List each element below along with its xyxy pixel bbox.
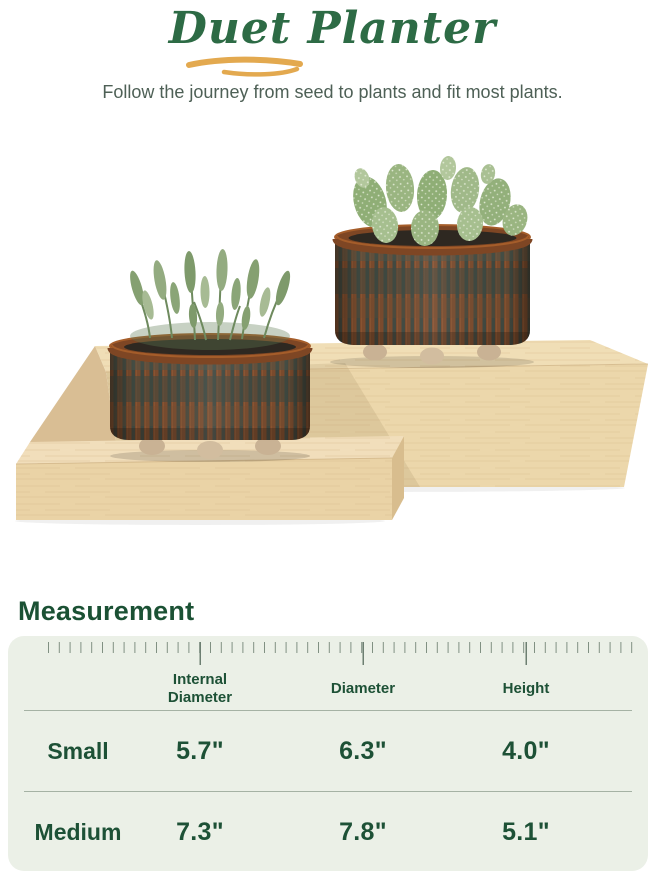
product-photo [0,140,665,580]
row-label: Medium [34,818,122,845]
medium-planter [330,155,534,368]
header [0,0,665,140]
subtitle: Follow the journey from seed to plants and fit most plants. [102,82,563,102]
product-photo-illustration [0,140,665,580]
row-label: Small [47,737,109,764]
small-height-value: 4.0" [502,736,550,765]
measurement-heading: Measurement [18,596,195,626]
medium-diameter-value: 7.8" [339,817,387,846]
column-label: Internal Diameter [167,671,233,706]
table-row-small [24,711,632,791]
medium-internal-diameter-value: 7.3" [176,817,224,846]
measurement-table [24,668,632,872]
table-header-row [24,668,632,711]
table-row-medium [24,791,632,872]
small-internal-diameter-value: 5.7" [176,736,224,765]
header-cell-height: Height [502,680,550,698]
page-title: Duet Planter [168,3,497,54]
measurement-panel [8,636,648,871]
header-cell-internal-diameter [132,671,268,706]
medium-height-value: 5.1" [502,817,550,846]
measurement-section [0,596,665,879]
ruler-ticks-icon [48,642,640,668]
brush-underline-icon [186,56,304,78]
header-cell-diameter: Diameter [330,680,396,698]
small-diameter-value: 6.3" [339,736,387,765]
rosemary-plant [127,249,293,350]
small-planter [110,249,310,462]
